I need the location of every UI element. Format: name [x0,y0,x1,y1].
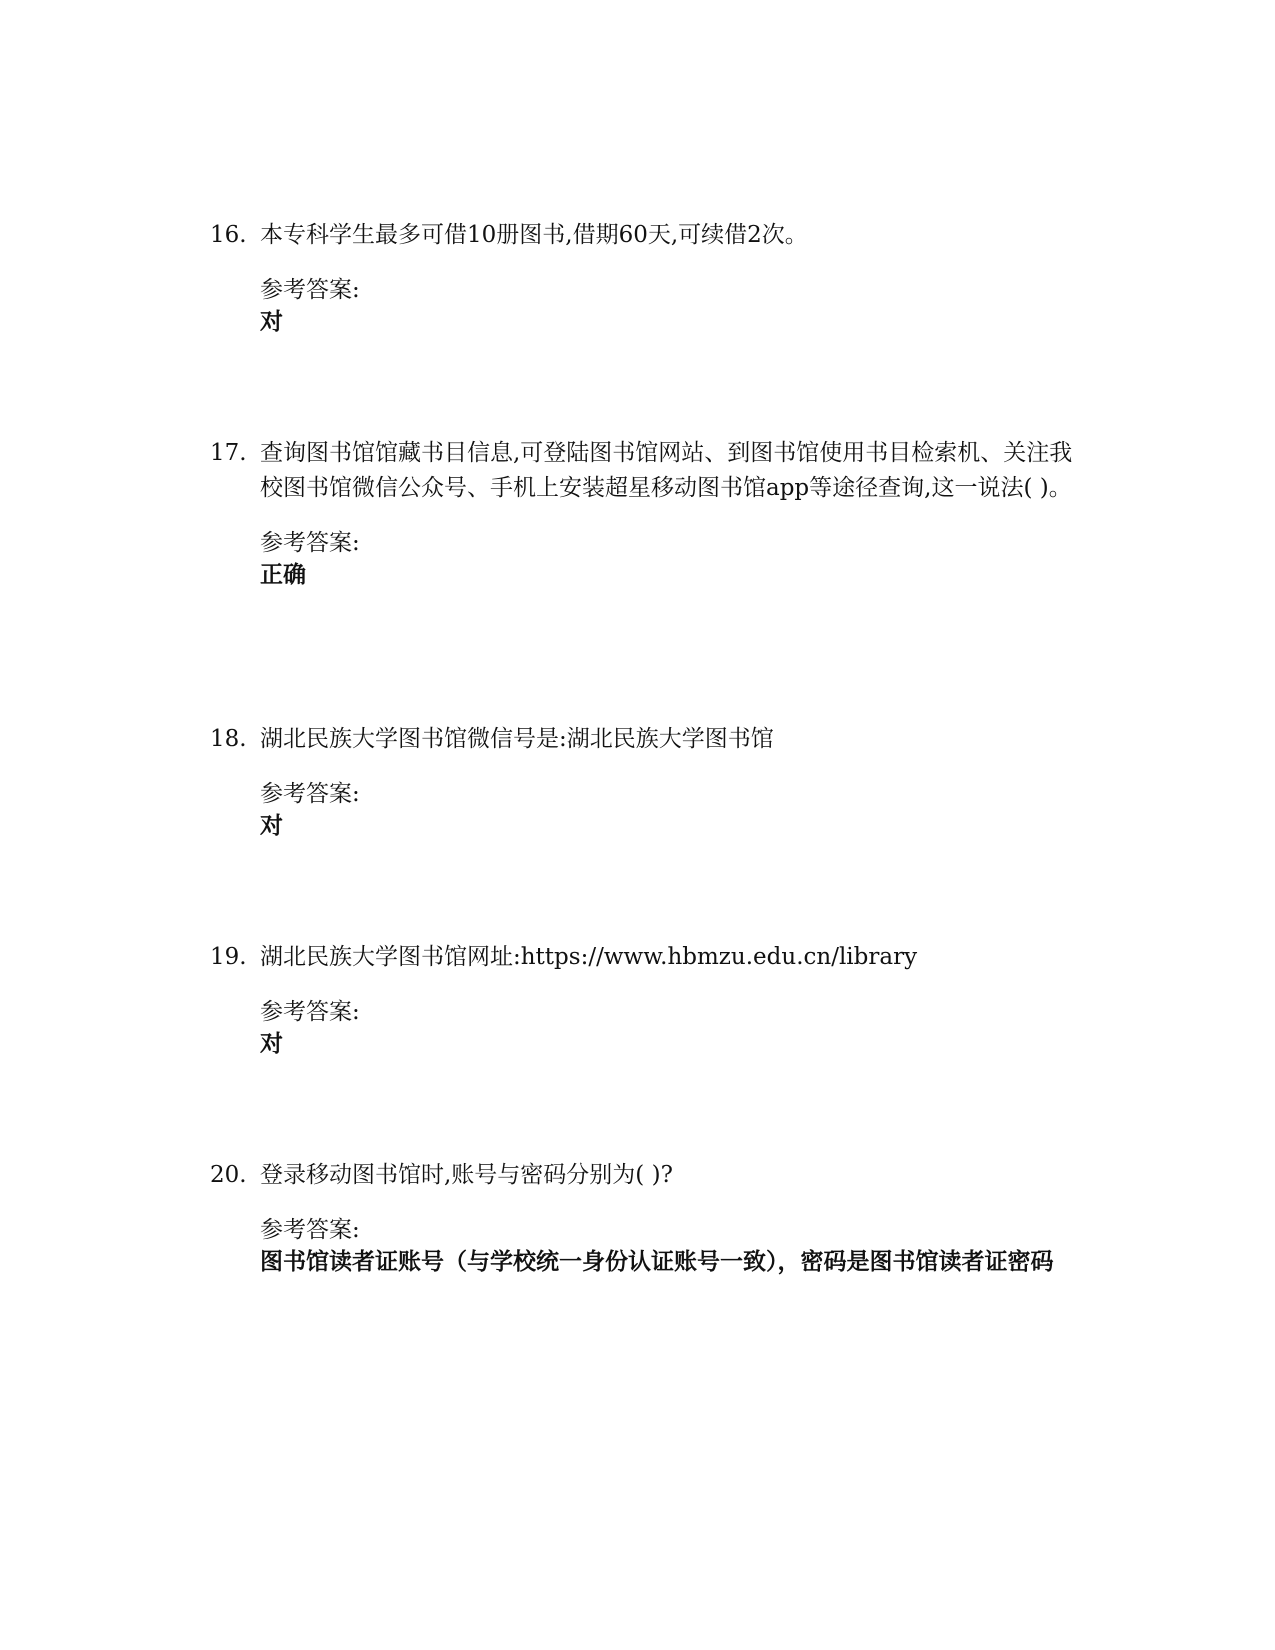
question-line [210,722,1080,757]
question-number: 19. [210,944,247,970]
question-18 [210,722,1080,843]
question-text: 湖北民族大学图书馆微信号是:湖北民族大学图书馆 [260,726,774,752]
question-text: 登录移动图书馆时,账号与密码分别为( )? [260,1162,673,1188]
answer-block [260,997,1080,1061]
answer-value: 对 [260,813,283,839]
question-line [210,218,1080,253]
question-text: 查询图书馆馆藏书目信息,可登陆图书馆网站、到图书馆使用书目检索机、关注我校图书馆微信公众号、手机上安装超星移动图书馆app等途径查询,这一说法( )。 [260,440,1073,501]
question-line [210,940,1080,975]
answer-block [260,275,1080,339]
answer-value: 对 [260,1031,283,1057]
answer-block [260,528,1080,592]
question-19 [210,940,1080,1061]
question-17 [210,436,1080,592]
answer-label: 参考答案: [260,277,360,303]
question-text: 湖北民族大学图书馆网址:https://www.hbmzu.edu.cn/library [260,944,918,970]
question-number: 18. [210,726,247,752]
answer-value: 对 [260,309,283,335]
question-line [210,436,1080,506]
answer-block [260,1215,1080,1279]
answer-value: 图书馆读者证账号（与学校统一身份认证账号一致），密码是图书馆读者证密码 [260,1249,1054,1275]
question-16 [210,218,1080,339]
answer-value: 正确 [260,562,306,588]
question-line [210,1158,1080,1193]
question-number: 17. [210,440,247,466]
answer-label: 参考答案: [260,781,360,807]
answer-label: 参考答案: [260,999,360,1025]
answer-label: 参考答案: [260,1217,360,1243]
answer-label: 参考答案: [260,530,360,556]
question-number: 16. [210,222,247,248]
question-text: 本专科学生最多可借10册图书,借期60天,可续借2次。 [260,222,808,248]
question-20 [210,1158,1080,1279]
question-number: 20. [210,1162,247,1188]
answer-block [260,779,1080,843]
